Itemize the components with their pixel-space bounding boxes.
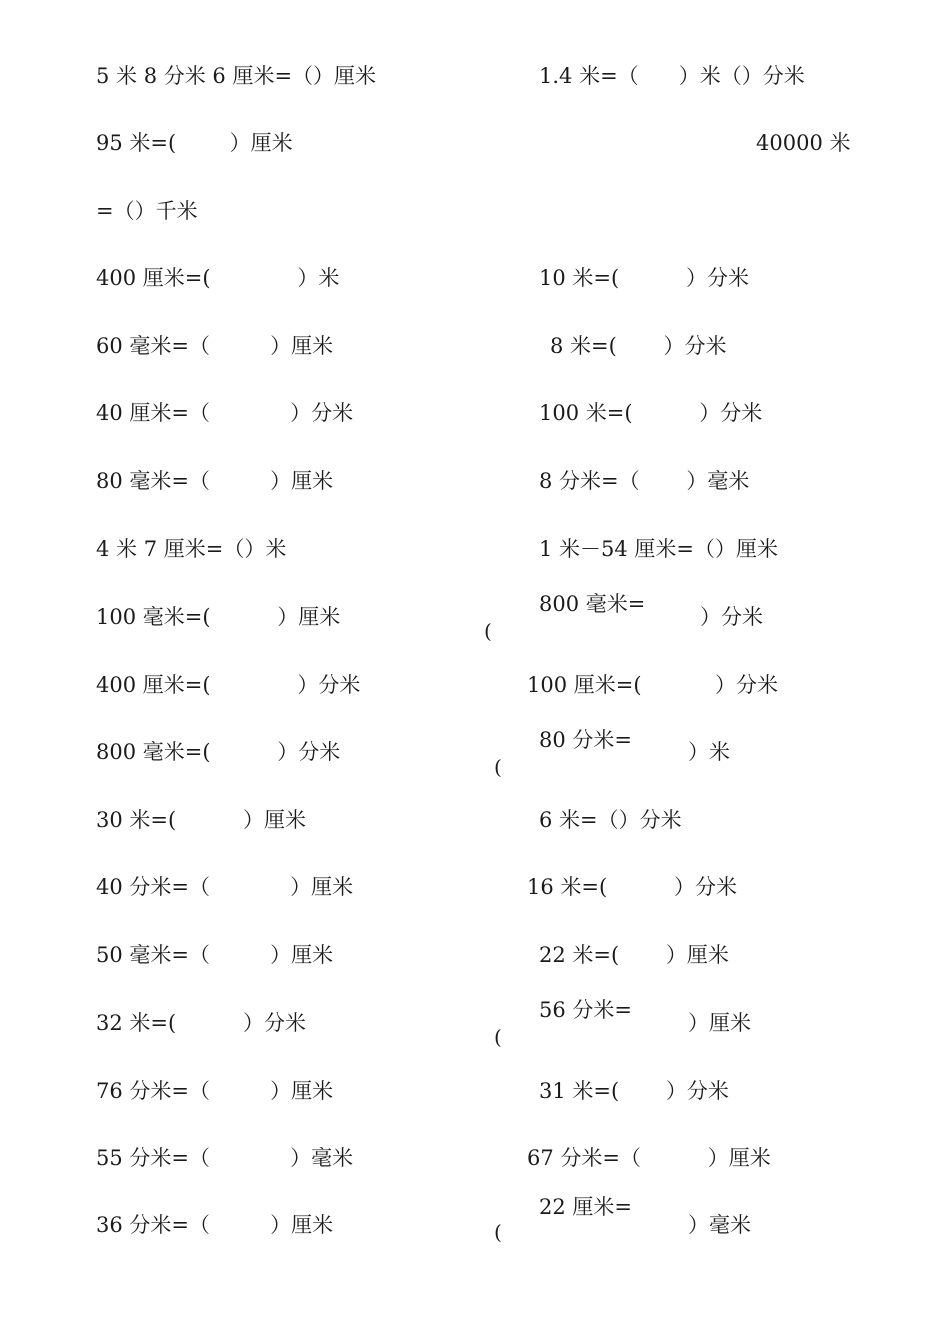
problem-item: 800 毫米= — [539, 592, 646, 616]
problem-item: 76 分米=（ ）厘米 — [96, 1079, 334, 1103]
problem-item: 67 分米=（ ）厘米 — [527, 1146, 771, 1170]
problem-item: 50 毫米=（ ）厘米 — [96, 943, 334, 967]
problem-item: 4 米 7 厘米=（）米 — [96, 537, 287, 561]
problem-item: 40000 米 — [756, 131, 851, 155]
problem-item: 40 分米=（ ）厘米 — [96, 875, 354, 899]
problem-item: 1 米－54 厘米=（）厘米 — [539, 537, 779, 561]
problem-item: ）厘米 — [688, 1011, 751, 1035]
problem-item: 400 厘米=( ）米 — [96, 266, 340, 290]
problem-item: 400 厘米=( ）分米 — [96, 673, 361, 697]
problem-item: 80 分米= — [539, 728, 632, 752]
problem-item: 6 米=（）分米 — [539, 808, 682, 832]
problem-item: 40 厘米=（ ）分米 — [96, 401, 354, 425]
problem-paren: ( — [494, 1025, 502, 1049]
problem-item: 36 分米=（ ）厘米 — [96, 1213, 334, 1237]
problem-item: 100 厘米=( ）分米 — [527, 673, 778, 697]
problem-item: 10 米=( ）分米 — [539, 266, 749, 290]
problem-item: ）分米 — [700, 605, 763, 629]
problem-item: 5 米 8 分米 6 厘米=（）厘米 — [96, 64, 377, 88]
problem-item: 100 毫米=( ）厘米 — [96, 605, 341, 629]
problem-item: 800 毫米=( ）分米 — [96, 740, 341, 764]
problem-item: =（）千米 — [96, 199, 198, 223]
problem-item: 30 米=( ）厘米 — [96, 808, 306, 832]
problem-item: 56 分米= — [539, 998, 632, 1022]
problem-item: 8 分米=（ ）毫米 — [539, 469, 750, 493]
problem-item: 60 毫米=（ ）厘米 — [96, 334, 334, 358]
problem-item: ）米 — [688, 740, 730, 764]
problem-item: 55 分米=（ ）毫米 — [96, 1146, 354, 1170]
problem-paren: ( — [484, 619, 492, 643]
problem-paren: ( — [494, 755, 502, 779]
problem-item: 22 米=( ）厘米 — [539, 943, 729, 967]
problem-paren: ( — [494, 1220, 502, 1244]
problem-item: 22 厘米= — [539, 1195, 632, 1219]
problem-item: 8 米=( ）分米 — [550, 334, 727, 358]
problem-item: 80 毫米=（ ）厘米 — [96, 469, 334, 493]
problem-item: 1.4 米=（ ）米（）分米 — [539, 64, 805, 88]
problem-item: 16 米=( ）分米 — [527, 875, 737, 899]
problem-item: 32 米=( ）分米 — [96, 1011, 306, 1035]
problem-item: 31 米=( ）分米 — [539, 1079, 729, 1103]
problem-item: 95 米=( ）厘米 — [96, 131, 293, 155]
problem-item: ）毫米 — [688, 1213, 751, 1237]
problem-item: 100 米=( ）分米 — [539, 401, 763, 425]
